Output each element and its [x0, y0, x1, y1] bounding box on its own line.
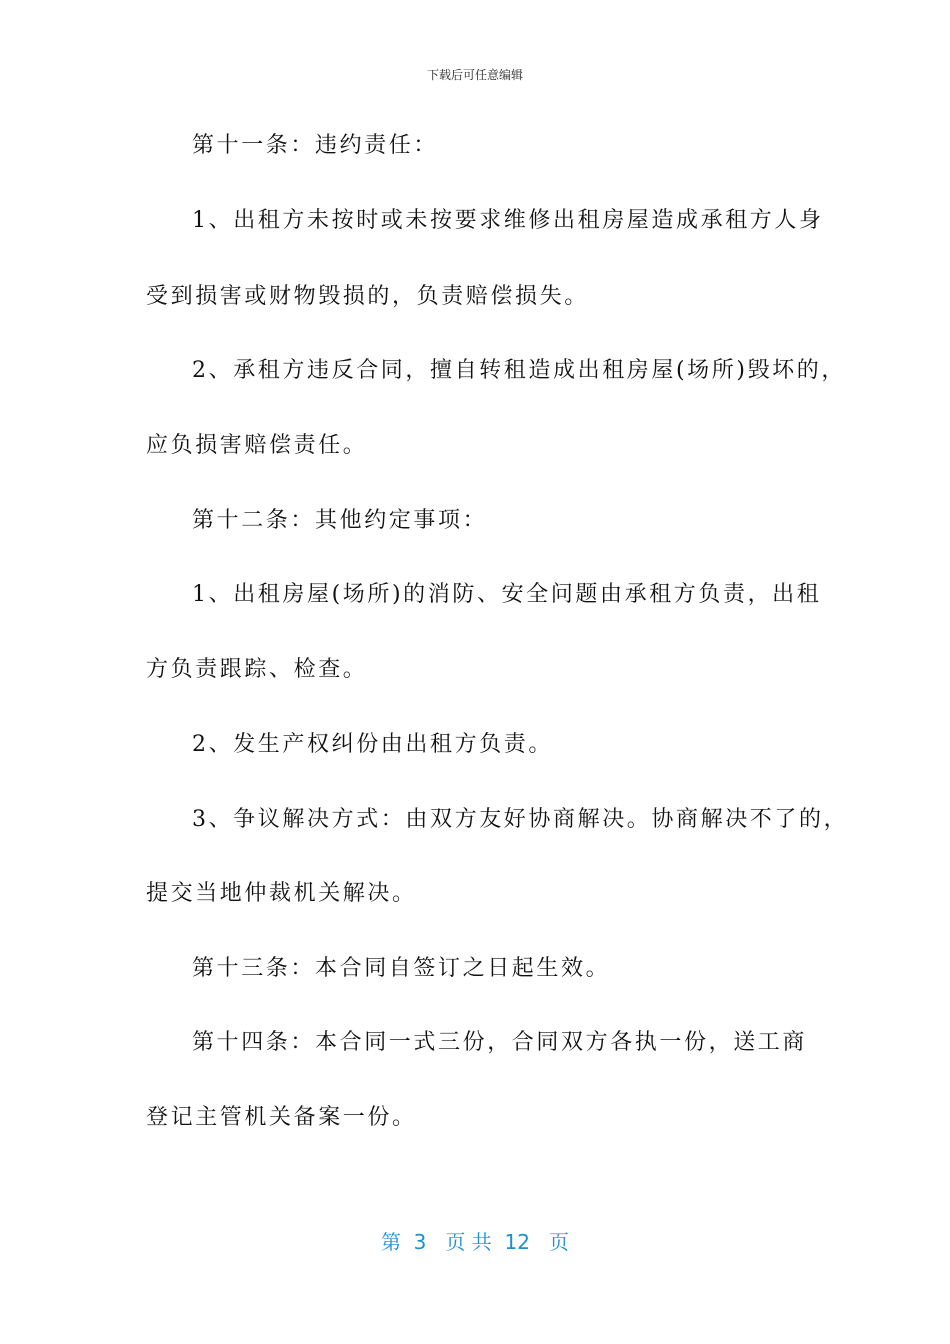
paragraph-line: 2、发生产权纠份由出租方负责。	[192, 732, 553, 757]
paragraph-line: 2、承租方违反合同，擅自转租造成出租房屋(场所)毁坏的，	[192, 358, 846, 383]
article-13-heading: 第十三条：本合同自签订之日起生效。	[192, 956, 611, 981]
paragraph-line: 受到损害或财物毁损的，负责赔偿损失。	[146, 284, 589, 309]
paragraph-line: 1、出租方未按时或未按要求维修出租房屋造成承租方人身	[192, 208, 824, 233]
paragraph-line: 登记主管机关备案一份。	[146, 1105, 417, 1130]
article-14-heading: 第十四条：本合同一式三份，合同双方各执一份，送工商	[192, 1030, 808, 1055]
article-11-heading: 第十一条：违约责任：	[192, 133, 439, 158]
paragraph-line: 1、出租房屋(场所)的消防、安全问题由承租方负责，出租	[192, 582, 822, 607]
paragraph-line: 3、争议解决方式：由双方友好协商解决。协商解决不了的，	[192, 807, 849, 832]
paragraph-line: 方负责跟踪、检查。	[146, 657, 368, 682]
header-note: 下载后可任意编辑	[426, 68, 523, 82]
paragraph-line: 提交当地仲裁机关解决。	[146, 881, 417, 906]
paragraph-line: 应负损害赔偿责任。	[146, 433, 368, 458]
article-12-heading: 第十二条：其他约定事项：	[192, 508, 488, 533]
page-number-footer: 第 3 页 共 12 页	[380, 1230, 570, 1254]
